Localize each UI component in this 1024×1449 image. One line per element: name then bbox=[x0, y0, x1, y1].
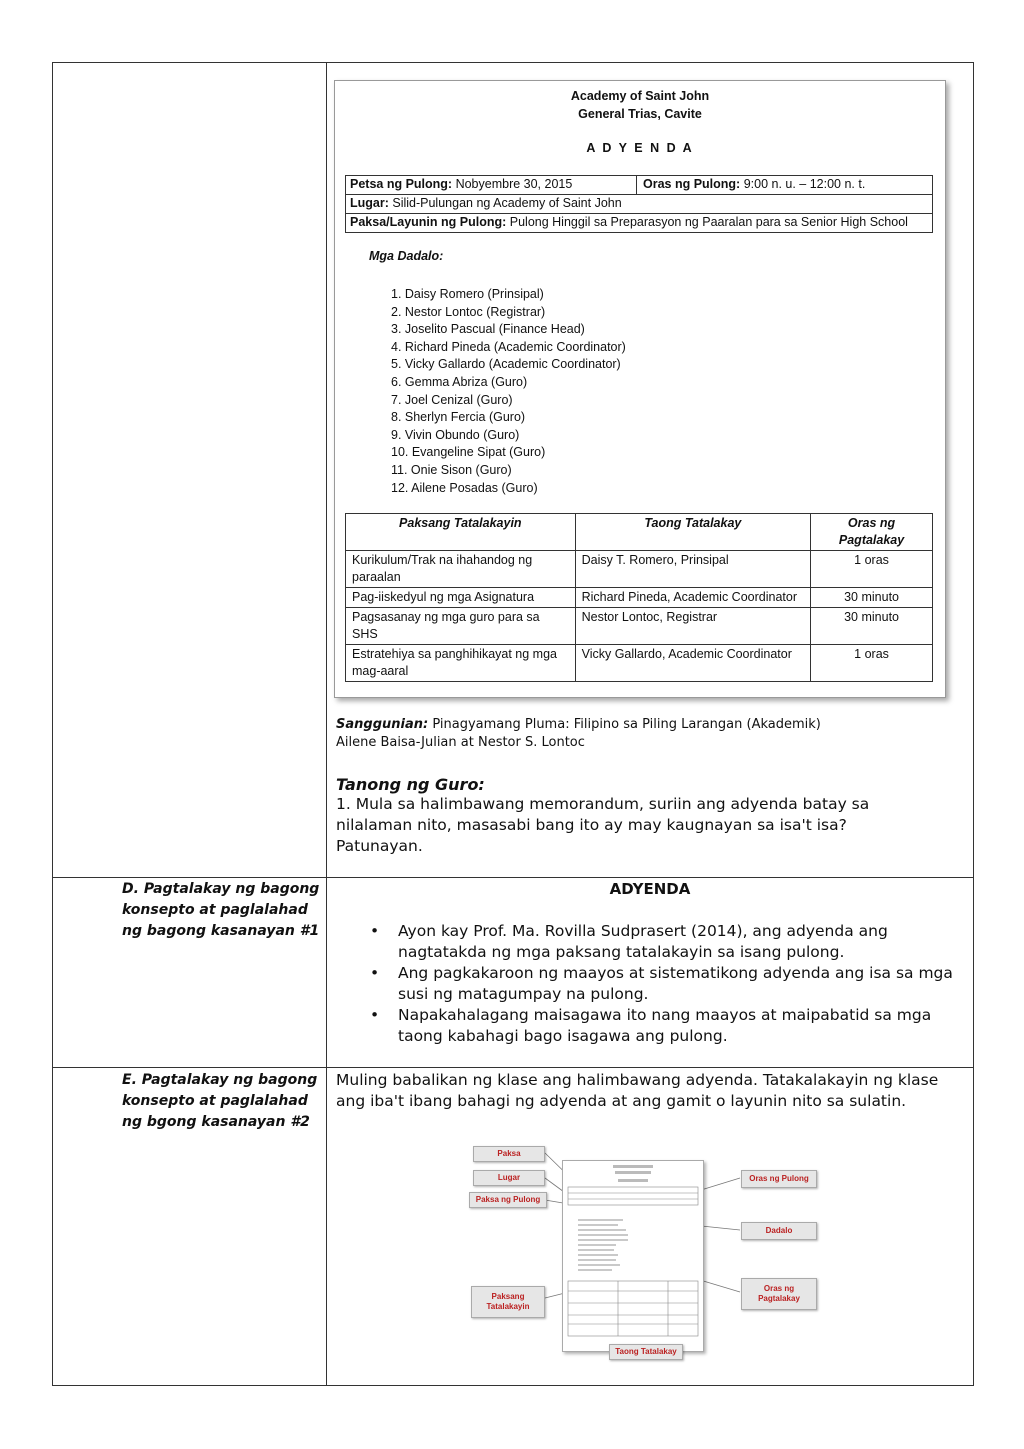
list-item: 7. Joel Cenizal (Guro) bbox=[391, 392, 513, 407]
agenda-info-box bbox=[345, 175, 933, 233]
agenda-topic-row bbox=[346, 214, 932, 232]
source-label: Sanggunian: bbox=[336, 717, 429, 732]
table-cell: Vicky Gallardo, Academic Coordinator bbox=[575, 645, 811, 682]
source-text: Pinagyamang Pluma: Filipino sa Piling Larangan (Akademik) bbox=[428, 717, 821, 732]
thumbnail-lines bbox=[563, 1161, 703, 1351]
location-value: Silid-Pulungan ng Academy of Saint John bbox=[388, 196, 622, 210]
time-label: Oras ng Pulong: bbox=[643, 177, 741, 191]
section-e-label: E. Pagtalakay ng bagong konsepto at paglalahad ng bgong kasanayan #2 bbox=[122, 1072, 318, 1130]
table-cell: Daisy T. Romero, Prinsipal bbox=[575, 551, 811, 588]
row-divider-1 bbox=[52, 877, 974, 878]
agenda-topics-table bbox=[345, 513, 933, 682]
table-header: Paksang Tatalakayin bbox=[346, 514, 576, 551]
agenda-date-row bbox=[346, 176, 932, 195]
list-item: 5. Vicky Gallardo (Academic Coordinator) bbox=[391, 357, 621, 372]
tag-oras-ng-pagtalakay: Oras ng Pagtalakay bbox=[741, 1278, 817, 1310]
table-header: Oras ng Pagtalakay bbox=[811, 514, 933, 551]
table-row bbox=[346, 645, 933, 682]
tag-paksa: Paksa bbox=[473, 1146, 545, 1162]
list-item: • Ayon kay Prof. Ma. Rovilla Sudprasert (2014), ang adyenda ang nagtatakda ng mga paksang tatalakayin sa isang pulong. bbox=[370, 921, 970, 963]
section-d-heading: ADYENDA bbox=[609, 880, 691, 898]
table-cell: 1 oras bbox=[811, 645, 933, 682]
list-item: 4. Richard Pineda (Academic Coordinator) bbox=[391, 339, 626, 354]
agenda-parts-diagram bbox=[465, 1140, 825, 1365]
topic-label: Paksa/Layunin ng Pulong: bbox=[350, 215, 507, 229]
agenda-image bbox=[334, 80, 946, 698]
tag-oras-ng-pulong: Oras ng Pulong bbox=[741, 1170, 817, 1188]
source-citation bbox=[336, 716, 966, 752]
list-item: 2. Nestor Lontoc (Registrar) bbox=[391, 304, 546, 319]
date-label: Petsa ng Pulong: bbox=[350, 177, 453, 191]
list-item: 1. Daisy Romero (Prinsipal) bbox=[391, 287, 544, 301]
agenda-location-row bbox=[346, 195, 932, 214]
table-cell: 1 oras bbox=[811, 551, 933, 588]
tag-lugar: Lugar bbox=[473, 1170, 545, 1186]
tag-paksa-ng-pulong: Paksa ng Pulong bbox=[469, 1192, 547, 1208]
row-divider-2 bbox=[52, 1067, 974, 1068]
question-heading: Tanong ng Guro: bbox=[336, 775, 485, 794]
table-cell: 30 minuto bbox=[811, 588, 933, 608]
list-item: 8. Sherlyn Fercia (Guro) bbox=[391, 410, 526, 425]
agenda-school: Academy of Saint John bbox=[570, 89, 710, 103]
agenda-title: A D Y E N D A bbox=[586, 141, 694, 155]
section-d-label: D. Pagtalakay ng bagong konsepto at paglalahad ng bagong kasanayan #1 bbox=[122, 881, 320, 939]
section-d-bullets bbox=[370, 921, 970, 1047]
time-cell bbox=[636, 176, 865, 194]
list-item: 11. Onie Sison (Guro) bbox=[391, 462, 512, 477]
table-row bbox=[346, 551, 933, 588]
column-divider bbox=[326, 62, 327, 1386]
table-cell: Pagsasanay ng mga guro para sa SHS bbox=[346, 608, 576, 645]
table-cell: Kurikulum/Trak na ihahandog ng paraalan bbox=[346, 551, 576, 588]
agenda-thumbnail bbox=[562, 1160, 704, 1352]
table-cell: 30 minuto bbox=[811, 608, 933, 645]
table-header: Taong Tatalakay bbox=[575, 514, 811, 551]
topic-value: Pulong Hinggil sa Preparasyon ng Paaralan para sa Senior High School bbox=[506, 215, 908, 229]
location-label: Lugar: bbox=[350, 196, 389, 210]
table-cell: Richard Pineda, Academic Coordinator bbox=[575, 588, 811, 608]
table-header-row bbox=[346, 514, 933, 551]
table-cell: Nestor Lontoc, Registrar bbox=[575, 608, 811, 645]
source-authors: Ailene Baisa-Julian at Nestor S. Lontoc bbox=[336, 735, 585, 750]
table-row bbox=[346, 608, 933, 645]
section-e-text: Muling babalikan ng klase ang halimbawang adyenda. Tatakalakayin ng klase ang iba't ibang bahagi ng adyenda at ang gamit o layunin nito sa sulatin. bbox=[336, 1071, 939, 1110]
question-text: 1. Mula sa halimbawang memorandum, suriin ang adyenda batay sa nilalaman nito, masasabi bang ito ay may kaugnayan sa isa't isa? Patunayan. bbox=[336, 795, 870, 855]
tag-dadalo: Dadalo bbox=[741, 1222, 817, 1240]
time-value: 9:00 n. u. – 12:00 n. t. bbox=[740, 177, 866, 191]
list-item: 12. Ailene Posadas (Guro) bbox=[391, 480, 538, 495]
date-value: Nobyembre 30, 2015 bbox=[452, 177, 573, 191]
agenda-location: General Trias, Cavite bbox=[578, 107, 702, 121]
list-item: 10. Evangeline Sipat (Guro) bbox=[391, 445, 546, 460]
table-cell: Estratehiya sa panghihikayat ng mga mag-aaral bbox=[346, 645, 576, 682]
attendees-list bbox=[391, 286, 626, 497]
table-row bbox=[346, 588, 933, 608]
attendees-heading: Mga Dadalo: bbox=[369, 249, 444, 263]
tag-taong-tatalakay: Taong Tatalakay bbox=[609, 1344, 683, 1360]
list-item: 9. Vivin Obundo (Guro) bbox=[391, 427, 520, 442]
tag-paksang-tatalakayin: Paksang Tatalakayin bbox=[471, 1286, 545, 1318]
list-item: • Ang pagkakaroon ng maayos at sistematikong adyenda ang isa sa mga susi ng matagumpay na pulong. bbox=[370, 963, 970, 1005]
list-item: 3. Joselito Pascual (Finance Head) bbox=[391, 322, 585, 337]
list-item: 6. Gemma Abriza (Guro) bbox=[391, 374, 528, 389]
list-item: • Napakahalagang maisagawa ito nang maayos at maipabatid sa mga taong kabahagi bago isagawa ang pulong. bbox=[370, 1005, 970, 1047]
table-cell: Pag-iiskedyul ng mga Asignatura bbox=[346, 588, 576, 608]
